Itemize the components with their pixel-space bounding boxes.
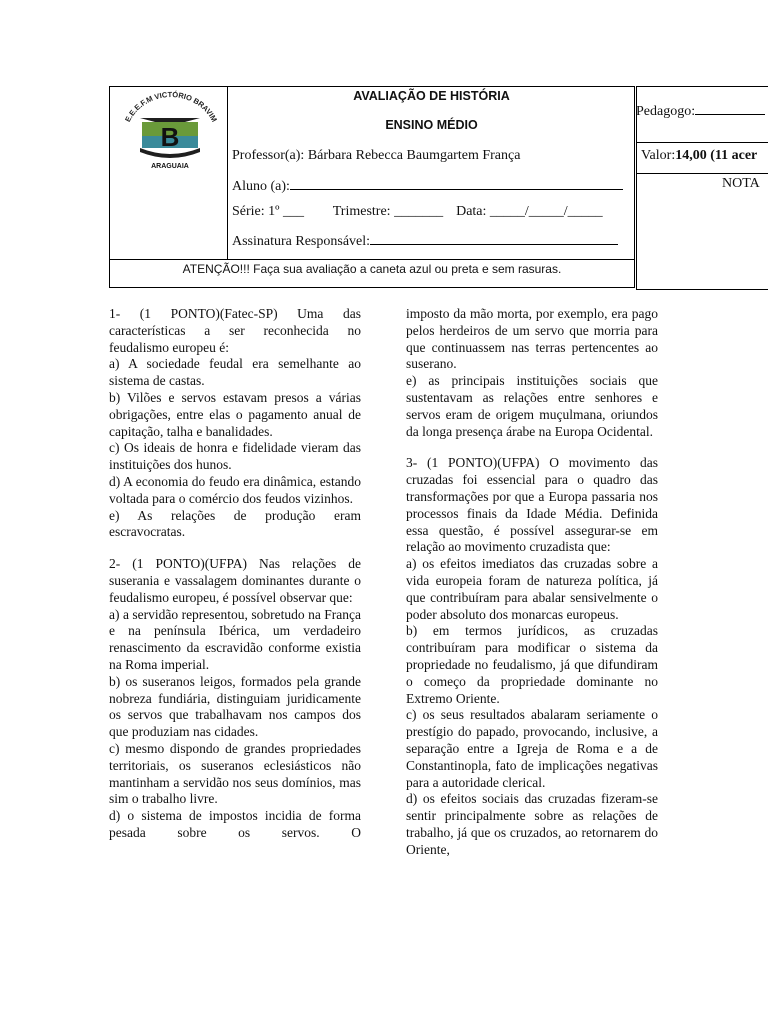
header-divider <box>109 259 635 260</box>
professor-label: Professor(a): <box>232 148 305 163</box>
valor-value: 14,00 (11 acer <box>675 148 758 163</box>
question-2-option-e[interactable]: e) as principais instituições sociais que sustentavam as relações entre senhores e servos eram de origem muçulmana, oriundos da longa presença árabe na Europa Ocidental. <box>406 373 658 439</box>
pedagogo-field[interactable] <box>695 102 765 115</box>
question-3-option-b[interactable]: b) em termos jurídicos, as cruzadas contribuíram para modificar o sistema da propriedade no feudalismo, já que difundiram o começo da propriedade dominante no Extremo Oriente. <box>406 623 658 706</box>
question-2-option-d[interactable]: d) o sistema de impostos incidia de forma pesada sobre os servos. O <box>109 808 361 840</box>
aluno-label: Aluno (a): <box>232 179 290 194</box>
question-3-option-d[interactable]: d) os efeitos sociais das cruzadas fizeram-se sentir principalmente sobre as relações de trabalho, já que os cruzados, ao retornarem do Oriente, <box>406 791 658 857</box>
question-1-stem: 1- (1 PONTO)(Fatec-SP) Uma das características a ser reconhecida no feudalismo europeu é: <box>109 306 361 355</box>
question-1-option-c[interactable]: c) Os ideais de honra e fidelidade vieram das instituições dos hunos. <box>109 440 361 473</box>
nota-label: NOTA <box>722 176 760 191</box>
question-1-option-b[interactable]: b) Vilões e servos estavam presos a várias obrigações, entre elas o pagamento anual de capitação, talha e banalidades. <box>109 389 361 439</box>
grade-box-divider <box>636 142 768 143</box>
right-column <box>406 306 658 859</box>
assinatura-line <box>232 232 618 250</box>
school-logo <box>112 88 226 174</box>
trimestre-label: Trimestre: _______ <box>332 204 444 219</box>
assinatura-label: Assinatura Responsável: <box>232 234 371 249</box>
logo-arc-text: E.E.E.F.M VICTÓRIO BRAVIM <box>123 90 219 124</box>
question-2-option-d-cont[interactable]: imposto da mão morta, por exemplo, era pago pelos herdeiros de um servo que morria para que continuassem nas terras pertencentes ao suserano. <box>406 306 658 372</box>
assinatura-field[interactable] <box>370 232 618 245</box>
valor-line <box>641 148 768 164</box>
question-3-stem: 3- (1 PONTO)(UFPA) O movimento das cruzadas foi essencial para o quadro das transformações por que a Europa passaria nos processos finais da Idade Média. Definida essa questão, é possível assegurar-se em relação ao movimento cruzadista que: <box>406 455 658 555</box>
professor-name: Bárbara Rebecca Baumgartem França <box>307 148 521 163</box>
question-1-option-d[interactable]: d) A economia do feudo era dinâmica, estando voltada para o comércio dos feudos vizinhos. <box>109 473 361 506</box>
question-2-option-c[interactable]: c) mesmo dispondo de grandes propriedades territoriais, os suseranos eclesiásticos não mantinham a servidão nos seus domínios, mas sim o trabalho livre. <box>109 740 361 807</box>
question-2-stem: 2- (1 PONTO)(UFPA) Nas relações de suserania e vassalagem dominantes durante o feudalismo europeu, é possível observar que: <box>109 556 361 605</box>
page-subtitle: ENSINO MÉDIO <box>385 118 478 132</box>
pedagogo-line <box>636 102 768 120</box>
serie-line <box>232 204 603 220</box>
atencao-notice: ATENÇÃO!!! Faça sua avaliação a caneta azul ou preta e sem rasuras. <box>182 262 562 276</box>
question-3-option-a[interactable]: a) os efeitos imediatos das cruzadas sobre a vida europeia foram de natureza política, já que contribuíram para abalar sensivelmente o poder absoluto dos monarcas europeus. <box>406 556 658 622</box>
professor-line <box>232 148 520 164</box>
question-2-option-a[interactable]: a) a servidão representou, sobretudo na França e na península Ibérica, um verdadeiro renascimento da escravidão conforme existia na Roma imperial. <box>109 606 361 672</box>
data-label: Data: _____/_____/_____ <box>456 204 603 219</box>
pedagogo-label: Pedagogo: <box>636 104 696 119</box>
valor-label: Valor: <box>641 148 676 163</box>
question-1-option-a[interactable]: a) A sociedade feudal era semelhante ao sistema de castas. <box>109 356 361 389</box>
aluno-field[interactable] <box>290 177 623 190</box>
grade-box-divider-2 <box>636 173 768 174</box>
page-title: AVALIAÇÃO DE HISTÓRIA <box>353 89 510 103</box>
aluno-line <box>232 177 623 195</box>
question-2-option-b[interactable]: b) os suseranos leigos, formados pela grande nobreza fundiária, distinguiam juridicamente os servos que trabalhavam nos campos dos que produziam nas cidades. <box>109 673 361 740</box>
logo-letter: B <box>160 122 180 152</box>
left-column <box>109 306 361 842</box>
logo-bottom-text: ARAGUAIA <box>151 163 189 170</box>
question-1-option-e[interactable]: e) As relações de produção eram escravocratas. <box>109 507 361 540</box>
question-3-option-c[interactable]: c) os seus resultados abalaram seriamente o prestígio do papado, provocando, inclusive, a separação entre a Igreja de Roma e a de Constantinopla, fato de implicações negativas para a autoridade clerical. <box>406 707 658 790</box>
serie-label: Série: 1º ___ <box>232 204 304 219</box>
